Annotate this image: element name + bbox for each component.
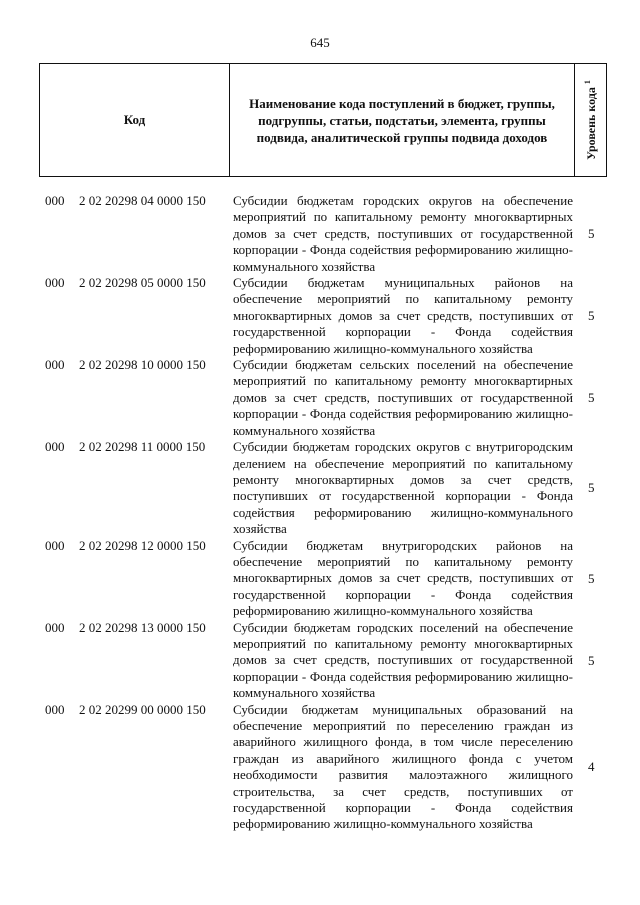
- row-code: 2 02 20299 00 0000 150: [79, 701, 206, 717]
- table-row: [0, 702, 640, 833]
- row-name: Субсидии бюджетам сельских поселений на обеспечение мероприятий по капитальному ремонту многоквартирных домов за счет средств, поступивших от государственной корпорации - Фонда содействия реформированию жилищно-коммунального хозяйства: [233, 357, 573, 438]
- header-code: Код: [40, 64, 230, 176]
- row-code: 2 02 20298 12 0000 150: [79, 537, 206, 553]
- row-level: 5: [588, 307, 595, 323]
- page-number: 645: [310, 35, 330, 50]
- table-row: [0, 620, 640, 702]
- row-name: Субсидии бюджетам городских округов на обеспечение мероприятий по капитальному ремонту многоквартирных домов за счет средств, поступивших от государственной корпорации - Фонда содействия реформированию жилищно-коммунального хозяйства: [233, 193, 573, 274]
- row-name: Субсидии бюджетам городских поселений на обеспечение мероприятий по капитальному ремонту многоквартирных домов за счет средств, поступивших от государственной корпорации - Фонда содействия реформированию жилищно-коммунального хозяйства: [233, 619, 573, 701]
- table-header: [39, 63, 607, 177]
- row-prefix: 000: [45, 439, 65, 455]
- row-name: Субсидии бюджетам муниципальных образований на обеспечение мероприятий по переселению граждан из аварийного жилищного фонда, в том числе переселению граждан из аварийного жилищного фонда с учетом необходимости развития малоэтажного жилищного строительства, за счет средств, поступивших от государственной корпорации - Фонда содействия реформированию жилищно-коммунального хозяйства: [233, 701, 573, 832]
- header-level-text: [583, 80, 599, 160]
- row-code: 2 02 20298 10 0000 150: [79, 357, 206, 373]
- table-row: [0, 193, 640, 275]
- row-prefix: 000: [45, 193, 65, 208]
- row-name: Субсидии бюджетам внутригородских районов на обеспечение мероприятий по капитальному ремонту многоквартирных домов за счет средств, поступивших от государственной корпорации - Фонда содействия реформированию жилищно-коммунального хозяйства: [233, 537, 573, 619]
- row-prefix: 000: [45, 537, 65, 553]
- row-level: 5: [588, 480, 595, 496]
- table-row: [0, 538, 640, 620]
- row-code: 2 02 20298 04 0000 150: [79, 193, 206, 208]
- header-name: Наименование кода поступлений в бюджет, группы, подгруппы, статьи, подстатьи, элемента, группы подвида, аналитической группы подвида доходов: [230, 64, 575, 176]
- row-level: 5: [588, 652, 595, 668]
- table-row: [0, 275, 640, 357]
- header-level: [575, 64, 606, 176]
- row-name: Субсидии бюджетам муниципальных районов на обеспечение мероприятий по капитальному ремонту многоквартирных домов за счет средств, поступивших от государственной корпорации - Фонда содействия реформированию жилищно-коммунального хозяйства: [233, 275, 573, 356]
- header-level-footnote: 1: [582, 80, 592, 85]
- row-level: 5: [588, 389, 595, 405]
- row-code: 2 02 20298 11 0000 150: [79, 439, 206, 455]
- row-prefix: 000: [45, 275, 65, 291]
- row-level: 4: [588, 759, 595, 775]
- table-body: [0, 193, 640, 833]
- row-prefix: 000: [45, 701, 65, 717]
- table-row: [0, 439, 640, 537]
- row-code: 2 02 20298 05 0000 150: [79, 275, 206, 291]
- row-prefix: 000: [45, 619, 65, 635]
- row-prefix: 000: [45, 357, 65, 373]
- table-row: [0, 357, 640, 439]
- row-name: Субсидии бюджетам городских округов с внутригородским делением на обеспечение мероприятий по капитальному ремонту многоквартирных домов за счет средств, поступивших от государственной корпорации - Фонда содействия реформированию жилищно-коммунального хозяйства: [233, 439, 573, 537]
- header-level-label: Уровень кода: [583, 87, 598, 160]
- row-level: 5: [588, 570, 595, 586]
- row-code: 2 02 20298 13 0000 150: [79, 619, 206, 635]
- row-level: 5: [588, 225, 595, 241]
